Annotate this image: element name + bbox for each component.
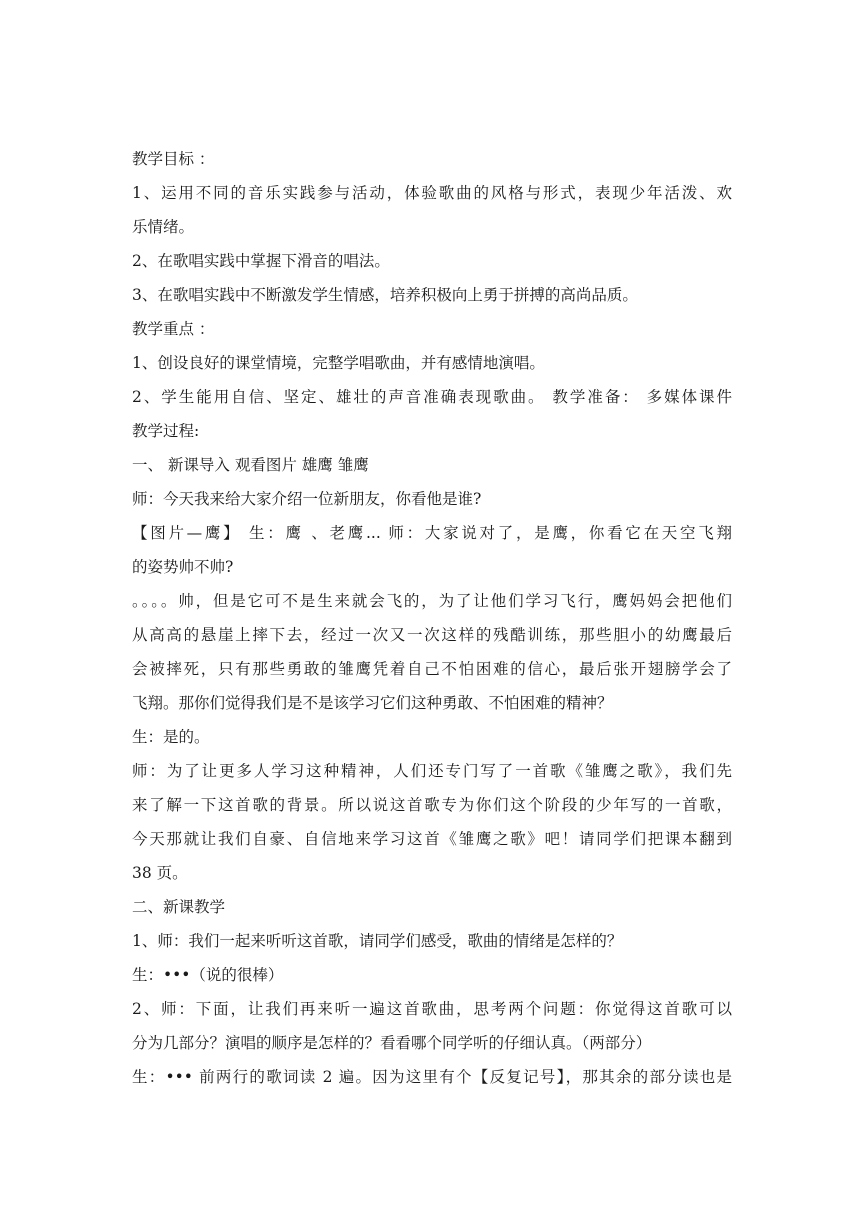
goal-3: 3、在歌唱实践中不断激发学生情感，培养积极向上勇于拼搏的高尚品质。 xyxy=(132,286,638,304)
paragraph-line: 。。。。帅，但是它可不是生来就会飞的，为了让他们学习飞行，鹰妈妈会把他们 xyxy=(132,592,732,610)
paragraph-line: 今天那就让我们自豪、自信地来学习这首《雏鹰之歌》吧！请同学们把课本翻到 xyxy=(132,830,732,848)
paragraph-line: 【图片—鹰】 生：鹰 、老鹰... 师：大家说对了，是鹰，你看它在天空飞翔 xyxy=(132,524,732,542)
goal-1-line-1: 1、运用不同的音乐实践参与活动，体验歌曲的风格与形式，表现少年活泼、欢 xyxy=(132,184,732,202)
paragraph-line: 师：为了让更多人学习这种精神，人们还专门写了一首歌《雏鹰之歌》，我们先 xyxy=(132,762,732,780)
key-point-1: 1、创设良好的课堂情境，完整学唱歌曲，并有感情地演唱。 xyxy=(132,354,545,372)
section-1-title: 一、 新课导入 观看图片 雄鹰 雏鹰 xyxy=(132,456,369,474)
goal-1-line-2: 乐情绪。 xyxy=(132,218,195,236)
paragraph-line: 生：•••（说的很棒） xyxy=(132,966,284,984)
section-2-title: 二、新课教学 xyxy=(132,898,226,916)
paragraph-line: 师：今天我来给大家介绍一位新朋友，你看他是谁? xyxy=(132,490,482,508)
paragraph-line: 会被摔死，只有那些勇敢的雏鹰凭着自己不怕困难的信心，最后张开翅膀学会了 xyxy=(132,660,732,678)
goal-2: 2、在歌唱实践中掌握下滑音的唱法。 xyxy=(132,252,390,270)
heading-teaching-goals: 教学目标 ： xyxy=(132,150,215,168)
paragraph-line: 来了解一下这首歌的背景。所以说这首歌专为你们这个阶段的少年写的一首歌， xyxy=(132,796,732,814)
paragraph-line: 生：是的。 xyxy=(132,728,210,746)
heading-teaching-process: 教学过程: xyxy=(132,422,200,440)
paragraph-line: 2、师：下面，让我们再来听一遍这首歌曲，思考两个问题：你觉得这首歌可以 xyxy=(132,1000,732,1018)
paragraph-line: 飞翔。那你们觉得我们是不是该学习它们这种勇敢、不怕困难的精神？ xyxy=(132,694,613,712)
paragraph-line: 从高高的悬崖上摔下去，经过一次又一次这样的残酷训练，那些胆小的幼鹰最后 xyxy=(132,626,732,644)
heading-key-points: 教学重点 ： xyxy=(132,320,215,338)
document-body xyxy=(132,142,732,1094)
key-point-2-and-preparation: 2、学生能用自信、坚定、雄壮的声音准确表现歌曲。 教学准备： 多媒体课件 xyxy=(132,388,732,406)
paragraph-line: 38 页。 xyxy=(132,864,188,882)
paragraph-line: 生：••• 前两行的歌词读 2 遍。因为这里有个【反复记号】，那其余的部分读也是 xyxy=(132,1068,732,1086)
paragraph-line: 1、师：我们一起来听听这首歌，请同学们感受，歌曲的情绪是怎样的？ xyxy=(132,932,623,950)
paragraph-line: 分为几部分？演唱的顺序是怎样的？看看哪个同学听的仔细认真。（两部分） xyxy=(132,1034,652,1052)
paragraph-line: 的姿势帅不帅? xyxy=(132,558,234,576)
